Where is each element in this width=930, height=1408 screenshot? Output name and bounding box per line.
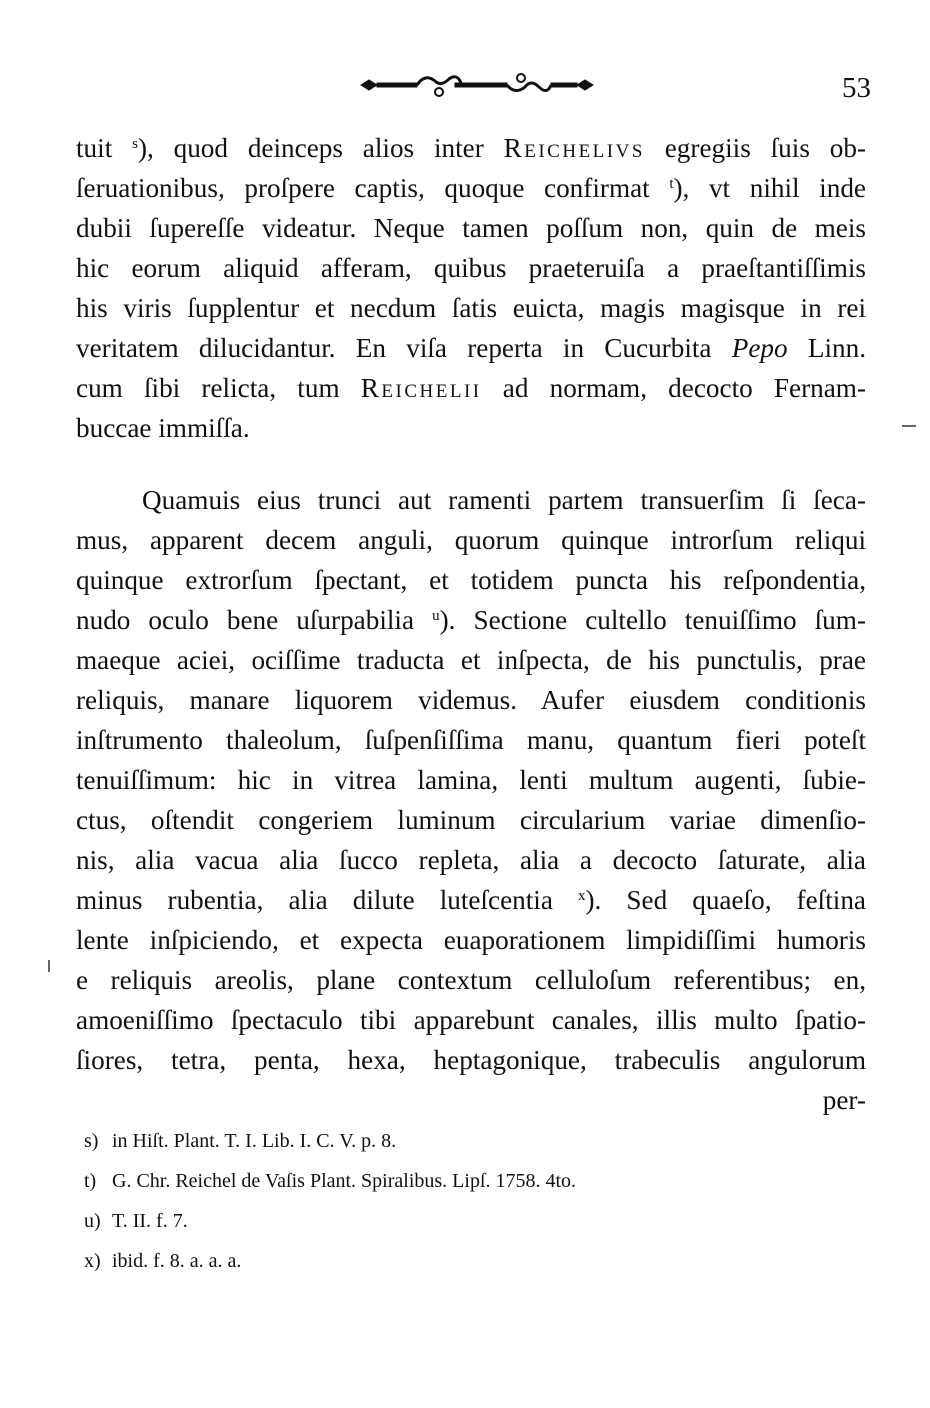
footnote-mark: s) — [84, 1130, 99, 1152]
footnote-item — [84, 1124, 396, 1158]
text-line: inſtrumento thaleolum, ſuſpenſiſſima manu, quantum fieri poteſt — [76, 725, 866, 755]
footnote-ref: t — [669, 176, 674, 192]
text-line: amoeniſſimo ſpectaculo tibi apparebunt canales, illis multo ſpatio- — [76, 1005, 866, 1035]
page-number: 53 — [842, 72, 871, 104]
text-line: quinque extrorſum ſpectant, et totidem puncta his reſpondentia, — [76, 565, 866, 595]
text-line: Quamuis eius trunci aut ramenti partem transuerſim ſi ſeca- — [142, 485, 866, 515]
footnote-ref: u — [432, 608, 440, 624]
footnote-text: G. Chr. Reichel de Vaſis Plant. Spiralibus. Lipſ. 1758. 4to. — [112, 1170, 577, 1192]
text-line: cum ſibi relicta, tum Reichelii ad normam, decocto Fernam- — [76, 373, 866, 403]
text-line: dubii ſupereſſe videatur. Neque tamen poſſum non, quin de meis — [76, 213, 866, 243]
text-line: nudo oculo bene uſurpabilia $^u$). Sectione cultello tenuiſſimo ſum- — [76, 605, 866, 635]
catchword: per- — [822, 1085, 866, 1115]
footnote-item — [84, 1164, 576, 1198]
footnote-mark: u) — [84, 1210, 101, 1232]
text-line: ſiores, tetra, penta, hexa, heptagonique, trabeculis angulorum — [76, 1045, 866, 1075]
text-line: tuit $^s$), quod deinceps alios inter Reichelivs egregiis ſuis ob- — [76, 133, 866, 163]
text-line: reliquis, manare liquorem videmus. Aufer eiusdem conditionis — [76, 685, 866, 715]
text-line: mus, apparent decem anguli, quorum quinque introrſum reliqui — [76, 525, 866, 555]
text-line: nis, alia vacua alia ſucco repleta, alia a decocto ſaturate, alia — [76, 845, 866, 875]
print-mark — [902, 425, 916, 427]
text-line: maeque aciei, ociſſime traducta et inſpecta, de his punctulis, prae — [76, 645, 866, 675]
text-line: minus rubentia, alia dilute luteſcentia $^x$). Sed quaeſo, feſtina — [76, 885, 866, 915]
text-line: ctus, oſtendit congeriem luminum circularium variae dimenſio- — [76, 805, 866, 835]
footnote-text: in Hiſt. Plant. T. I. Lib. I. C. V. p. 8. — [112, 1130, 397, 1152]
footnote-text: T. II. f. 7. — [112, 1210, 188, 1232]
footnote-mark: x) — [84, 1250, 101, 1272]
print-mark — [48, 960, 50, 972]
text-line: lente inſpiciendo, et expecta euaporationem limpidiſſimi humoris — [76, 925, 866, 955]
footnote-ref: s — [132, 136, 138, 152]
text-line: his viris ſupplentur et necdum ſatis euicta, magis magisque in rei — [76, 293, 866, 323]
text-line: tenuiſſimum: hic in vitrea lamina, lenti multum augenti, ſubie- — [76, 765, 866, 795]
text-line: hic eorum aliquid afferam, quibus praeteruiſa a praeſtantiſſimis — [76, 253, 866, 283]
ornament-headpiece — [355, 70, 595, 100]
text-line: ſeruationibus, proſpere captis, quoque confirmat $^t$), vt nihil inde — [76, 173, 866, 203]
text-line: veritatem dilucidantur. En viſa reperta in Cucurbita Pepo Linn. — [76, 333, 866, 363]
text-line: e reliquis areolis, plane contextum celluloſum referentibus; en, — [76, 965, 866, 995]
footnote-item — [84, 1204, 188, 1238]
footnote-text: ibid. f. 8. a. a. a. — [112, 1250, 242, 1272]
footnote-item — [84, 1244, 241, 1278]
footnote-mark: t) — [84, 1170, 97, 1192]
text-line: buccae immiſſa. — [76, 413, 250, 443]
footnote-ref: x — [578, 888, 586, 904]
